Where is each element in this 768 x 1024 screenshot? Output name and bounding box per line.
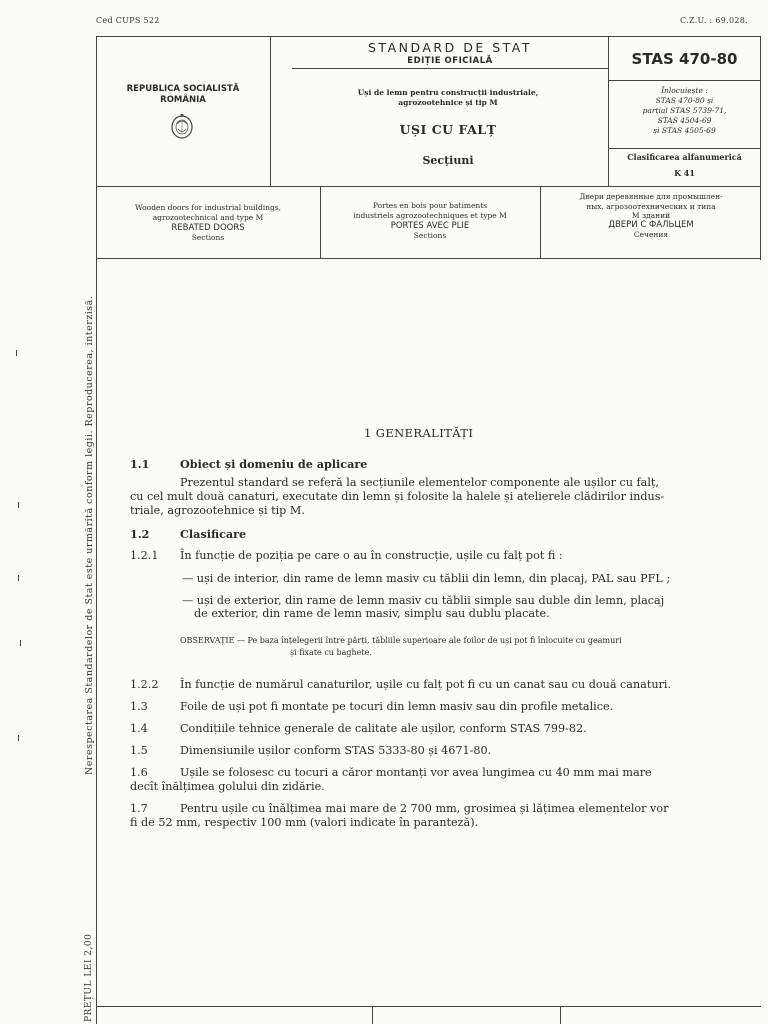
replaces-line: și STAS 4505-69 bbox=[653, 126, 716, 135]
paragraph-line: În funcție de numărul canaturilor, ușile cu falț pot fi cu un canat sau cu două canaturi. bbox=[180, 678, 672, 691]
paragraph-line: fi de 52 mm, respectiv 100 mm (valori indicate în paranteză). bbox=[130, 816, 479, 829]
paragraph-line: decît înălțimea golului din zidărie. bbox=[130, 780, 325, 793]
french-line: Portes en bois pour batiments bbox=[372, 201, 488, 210]
country-line-2: ROMÂNIA bbox=[160, 95, 206, 105]
subject-line-2: agrozootehnice și tip M bbox=[398, 98, 498, 107]
paragraph-line: În funcție de poziția pe care o au în construcție, ușile cu falț pot fi : bbox=[180, 549, 563, 562]
page-left-border bbox=[96, 36, 97, 1024]
country-block bbox=[96, 84, 270, 106]
section-number: 1.1 bbox=[130, 457, 150, 471]
replaces-line: STAS 4504-69 bbox=[657, 116, 712, 125]
russian-line: ных, агрозоотехнических и типа bbox=[586, 201, 716, 211]
edition-label: EDIȚIE OFICIALĂ bbox=[407, 56, 493, 66]
country-line-1: REPUBLICA SOCIALISTĂ bbox=[126, 84, 240, 94]
paragraph-line: Condițiile tehnice generale de calitate ale ușilor, conform STAS 799-82. bbox=[180, 722, 587, 735]
section-number: 1.2.2 bbox=[130, 678, 159, 691]
replaces-label: Înlocuiește : bbox=[661, 86, 708, 95]
french-translation bbox=[322, 201, 538, 241]
observation-line: OBSERVAȚIE — Pe baza înțelegerii între părți, tăbliile superioare ale foilor de uși pot fi înlocuite cu geamuri bbox=[180, 636, 622, 645]
russian-title: ДВЕРИ С ФАЛЬЦЕМ bbox=[608, 219, 694, 230]
translation-divider-2 bbox=[540, 186, 541, 258]
english-title: REBATED DOORS bbox=[171, 223, 245, 233]
margin-mark bbox=[16, 350, 17, 356]
udc-code: C.Z.U. : 69.028. bbox=[680, 16, 749, 25]
section-title: Clasificare bbox=[180, 527, 247, 541]
document-code: Ced CUPS 522 bbox=[96, 16, 160, 25]
russian-translation bbox=[542, 192, 760, 240]
section-number: 1.6 bbox=[130, 766, 148, 779]
margin-mark bbox=[18, 575, 19, 581]
coat-of-arms-icon bbox=[168, 112, 196, 140]
bullet-item-continued: de exterior, din rame de lemn masiv, simplu sau dublu placate. bbox=[194, 607, 550, 620]
section-number: 1.5 bbox=[130, 744, 148, 757]
standard-de-stat-heading: STANDARD DE STAT bbox=[367, 40, 533, 55]
subject-line-1: Uși de lemn pentru construcții industriale, bbox=[357, 88, 539, 97]
header-divider-1 bbox=[270, 36, 271, 186]
paragraph-line: triale, agrozootehnice și tip M. bbox=[130, 504, 305, 517]
english-line: agrozootechnical and type M bbox=[152, 213, 264, 222]
header-top-border bbox=[96, 36, 761, 37]
main-title: UȘI CU FALȚ bbox=[399, 122, 497, 137]
section-title: Obiect și domeniu de aplicare bbox=[180, 457, 368, 471]
bullet-item: — uși de interior, din rame de lemn masiv cu tăblii din lemn, din placaj, PAL sau PFL ; bbox=[182, 572, 671, 585]
section-number: 1.3 bbox=[130, 700, 148, 713]
classification-label: Clasificarea alfanumerică bbox=[627, 152, 742, 162]
section-heading: 1 GENERALITĂȚI bbox=[364, 426, 474, 440]
paragraph-line: Dimensiunile ușilor conform STAS 5333-80 și 4671-80. bbox=[180, 744, 492, 757]
russian-line: Двери деревянные для промышлен- bbox=[579, 192, 723, 201]
observation-line: și fixate cu baghete. bbox=[290, 648, 372, 657]
section-number: 1.2 bbox=[130, 527, 150, 541]
french-line: Sections bbox=[413, 231, 447, 240]
replaces-line: STAS 470-80 și bbox=[655, 96, 714, 105]
replaces-line: parțial STAS 5739-71, bbox=[642, 106, 727, 115]
legal-notice-vertical: Nerespectarea Standardelor de Stat este urmărită conform legii. Reproducerea, interzisă. bbox=[84, 295, 95, 775]
title-underline bbox=[292, 68, 608, 69]
header-mid-border bbox=[96, 186, 761, 187]
stas-box-divider bbox=[608, 80, 761, 81]
russian-line: М зданий bbox=[631, 211, 671, 220]
price-vertical: PREȚUL LEI 2,00 bbox=[84, 933, 94, 1022]
classification-code: K 41 bbox=[674, 168, 695, 178]
english-translation bbox=[98, 203, 318, 243]
margin-mark bbox=[18, 735, 19, 741]
margin-mark bbox=[20, 640, 21, 646]
footer-divider bbox=[560, 1006, 561, 1024]
paragraph-line: Ușile se folosesc cu tocuri a căror montanți vor avea lungimea cu 40 mm mai mare bbox=[180, 766, 652, 779]
section-number: 1.7 bbox=[130, 802, 148, 815]
paragraph-line: Prezentul standard se referă la secțiunile elementelor componente ale ușilor cu falț, bbox=[180, 476, 659, 489]
footer-rule bbox=[96, 1006, 761, 1007]
bullet-item: — uși de exterior, din rame de lemn masiv cu tăblii simple sau duble din lemn, placaj bbox=[182, 594, 665, 607]
subtitle: Secțiuni bbox=[422, 154, 474, 167]
section-number: 1.4 bbox=[130, 722, 148, 735]
translation-divider-1 bbox=[320, 186, 321, 258]
paragraph-line: Foile de uși pot fi montate pe tocuri din lemn masiv sau din profile metalice. bbox=[180, 700, 614, 713]
french-title: PORTES AVEC PLIE bbox=[390, 221, 470, 231]
subject-block bbox=[290, 88, 606, 108]
english-line: Sections bbox=[191, 233, 225, 242]
header-bottom-border bbox=[96, 258, 761, 259]
english-line: Wooden doors for industrial buildings, bbox=[134, 203, 282, 212]
paragraph-line: Pentru ușile cu înălțimea mai mare de 2 700 mm, grosimea și lățimea elementelor vor bbox=[180, 802, 669, 815]
french-line: industriels agrozootechniques et type M bbox=[353, 211, 507, 220]
paragraph-line: cu cel mult două canaturi, executate din lemn și folosite la halele și atelierele clădirilor indus- bbox=[130, 490, 665, 503]
margin-mark bbox=[18, 502, 19, 508]
section-number: 1.2.1 bbox=[130, 549, 159, 562]
stas-number: STAS 470-80 bbox=[631, 50, 738, 68]
russian-line: Сечения bbox=[633, 230, 669, 239]
replaces-block bbox=[608, 86, 761, 136]
replaces-divider bbox=[608, 148, 761, 149]
footer-divider bbox=[372, 1006, 373, 1024]
